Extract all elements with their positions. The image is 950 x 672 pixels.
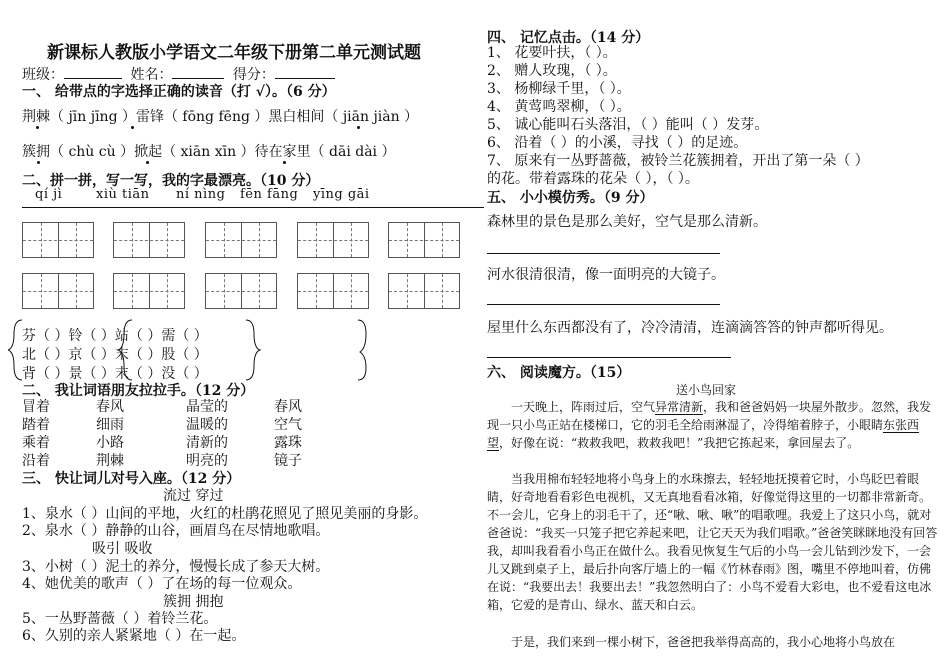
writing-grid[interactable] bbox=[22, 222, 94, 258]
writing-grid[interactable] bbox=[22, 273, 94, 309]
emphasis-dot bbox=[37, 161, 40, 164]
memory-item-2: 2、 赠人玫瑰，（ ）。 bbox=[487, 63, 617, 79]
story-paragraph-3: 于是，我们来到一棵小树下，爸爸把我举得高高的，我小心地将小鸟放在 bbox=[511, 635, 896, 649]
fill-question-1: 1、泉水（ ）山间的平地，火红的杜鹃花照见了照见美丽的身影。 bbox=[22, 506, 428, 522]
answer-line-1[interactable] bbox=[487, 253, 720, 254]
p1-text-a: 一天晚上，阵雨过后，空气 bbox=[511, 400, 656, 414]
imitation-sentence-2: 河水很清很清，像一面明亮的大镜子。 bbox=[487, 267, 725, 283]
word: 晶莹的 bbox=[186, 399, 228, 415]
emphasis-dot bbox=[357, 126, 360, 129]
answer-line-2[interactable] bbox=[487, 304, 720, 305]
word: 春风 bbox=[274, 399, 302, 415]
brace-decoration bbox=[8, 318, 368, 382]
emphasis-dot bbox=[131, 126, 134, 129]
class-label: 班级： bbox=[22, 67, 64, 83]
pinyin-3: ní nìng bbox=[176, 187, 226, 202]
emphasis-dot bbox=[146, 161, 149, 164]
word-col-4 bbox=[274, 398, 302, 470]
section-1-heading: 一、 给带点的字选择正确的读音（打 √）。（6 分） bbox=[22, 84, 336, 100]
word-col-2 bbox=[96, 398, 124, 470]
section-3-heading: 二、 我让词语朋友拉拉手。（12 分） bbox=[22, 383, 255, 399]
word: 细雨 bbox=[96, 417, 124, 433]
pinyin-1: qí jì bbox=[35, 187, 63, 202]
memory-items bbox=[487, 44, 869, 188]
word: 踏着 bbox=[22, 417, 50, 433]
page-title: 新课标人教版小学语文二年级下册第二单元测试题 bbox=[47, 43, 421, 63]
word-pair-1: 流过 穿过 bbox=[163, 488, 224, 504]
writing-grid[interactable] bbox=[388, 222, 460, 258]
writing-grid[interactable] bbox=[113, 273, 185, 309]
answer-line-3[interactable] bbox=[487, 357, 731, 358]
memory-item-5: 5、 诚心能叫石头落泪，（ ）能叫（ ）发芽。 bbox=[487, 117, 769, 133]
word-pair-3: 簇拥 拥抱 bbox=[163, 594, 224, 610]
word: 明亮的 bbox=[186, 453, 228, 469]
imitation-sentence-1: 森林里的景色是那么美好，空气是那么清新。 bbox=[487, 214, 767, 230]
word: 小路 bbox=[96, 435, 124, 451]
divider bbox=[22, 207, 484, 208]
section-2-heading: 二、拼一拼，写一写，我的字最漂亮。（10 分） bbox=[22, 173, 320, 189]
story-paragraph-1 bbox=[487, 398, 940, 452]
score-blank[interactable] bbox=[275, 66, 335, 79]
memory-item-7-cont: 的花。带着露珠的花朵（ ），（ ）。 bbox=[487, 171, 699, 187]
imitation-sentence-3: 屋里什么东西都没有了，冷冷清清，连滴滴答答的钟声都听得见。 bbox=[487, 320, 893, 336]
emphasis-dot bbox=[283, 161, 286, 164]
pinyin-2: xiù tiān bbox=[96, 187, 150, 202]
word: 镜子 bbox=[274, 453, 302, 469]
word: 露珠 bbox=[274, 435, 302, 451]
compare-row-2: 北（ ）京（ ）末（ ）股（ ） bbox=[22, 347, 208, 363]
p1-text-b: ，我和爸爸妈妈一块屋外散步。忽然，我发现一只小鸟正站在楼梯口，它的羽毛全给雨淋湿了，冷得缩着脖子，小眼睛 bbox=[487, 400, 932, 432]
word: 荆棘 bbox=[96, 453, 124, 469]
word-col-3 bbox=[186, 398, 228, 470]
writing-grid[interactable] bbox=[297, 222, 369, 258]
story-title: 送小鸟回家 bbox=[676, 383, 737, 397]
writing-grid[interactable] bbox=[205, 273, 277, 309]
p1-text-c: ，好像在说：“救救我吧，救救我吧！”我把它拣起来，拿回屋去了。 bbox=[499, 436, 860, 450]
word: 冒着 bbox=[22, 399, 50, 415]
word: 空气 bbox=[274, 417, 302, 433]
fill-question-5: 5、一丛野蔷薇（ ）着铃兰花。 bbox=[22, 611, 218, 627]
memory-item-7: 7、 原来有一丛野蔷薇，被铃兰花簇拥着，开出了第一朵（ ） bbox=[487, 153, 869, 169]
section-7-heading: 六、 阅读魔方。（15） bbox=[487, 365, 631, 381]
memory-item-1: 1、 花要叶扶，（ ）。 bbox=[487, 45, 617, 61]
word: 温暖的 bbox=[186, 417, 228, 433]
underlined-word-1: 异常清新 bbox=[655, 400, 704, 414]
writing-grid[interactable] bbox=[113, 222, 185, 258]
writing-grid[interactable] bbox=[297, 273, 369, 309]
story-paragraph-2: 当我用棉布轻轻地将小鸟身上的水珠擦去，轻轻地抚摸着它时，小鸟眨巴着眼睛，好奇地看看彩色电视机，又无真地看看冰箱，好像觉得这里的一切都非常新奇。不一会儿，它身上的羽毛干了，还“啾、啾、啾”的唱歌哩。我爱上了这只小鸟，就对爸爸说：“我买一只笼子把它养起来吧，让它天天为我们唱歌。”爸爸笑眯眯地没有回答我，却叫我看看小鸟正在做什么。我看见恢复生气后的小鸟一会儿钻到沙发下，一会儿又跳到桌子上，最后扑向客厅墙上的一幅《竹林春雨》图，嘴里不停地叫着，仿佛在说：“我要出去！我要出去！”我忽然明白了：小鸟不爱看大彩电，也不爱看这电冰箱，它爱的是青山、绿水、蓝天和白云。 bbox=[487, 472, 938, 612]
pinyin-5: yīng gāi bbox=[313, 187, 370, 202]
score-label: 得分： bbox=[232, 67, 275, 83]
section-4-heading: 三、 快让词儿对号入座。（12 分） bbox=[22, 471, 241, 487]
pinyin-4: fēn fāng bbox=[240, 187, 299, 202]
fill-question-6: 6、久别的亲人紧紧地（ ）在一起。 bbox=[22, 628, 246, 644]
s1-row-2: 簇拥（ chù cù ）掀起（ xiān xīn ）待在家里（ dāi dài ） bbox=[22, 144, 396, 160]
class-blank[interactable] bbox=[64, 66, 122, 79]
section-6-heading: 五、 小小模仿秀。（9 分） bbox=[487, 190, 654, 206]
underlined-word-2: 东张西望 bbox=[487, 418, 920, 450]
writing-grid[interactable] bbox=[388, 273, 460, 309]
s1-row-1: 荆棘（ jīn jīng ）雷锋（ fōng fēng ）黑白相间（ jiān jiàn ） bbox=[22, 109, 419, 125]
writing-grid[interactable] bbox=[205, 222, 277, 258]
word: 清新的 bbox=[186, 435, 228, 451]
memory-item-3: 3、 杨柳绿千里，（ ）。 bbox=[487, 81, 631, 97]
word-pair-2: 吸引 吸收 bbox=[92, 541, 153, 557]
compare-row-1: 芬（ ）铃（ ）站（ ）需（ ） bbox=[22, 328, 208, 344]
word: 乘着 bbox=[22, 435, 50, 451]
section-5-heading: 四、 记忆点击。（14 分） bbox=[487, 30, 650, 46]
memory-item-6: 6、 沿着（ ）的小溪，寻找（ ）的足迹。 bbox=[487, 135, 748, 151]
name-label: 姓名： bbox=[130, 67, 173, 83]
word: 沿着 bbox=[22, 453, 50, 469]
fill-question-4: 4、她优美的歌声（ ）了在场的每一位观众。 bbox=[22, 576, 302, 592]
name-blank[interactable] bbox=[172, 66, 224, 79]
emphasis-dot bbox=[36, 126, 39, 129]
word-col-1 bbox=[22, 398, 50, 470]
memory-item-4: 4、 黄莺鸣翠柳，（ ）。 bbox=[487, 99, 631, 115]
compare-row-3: 背（ ）景（ ）末（ ）没（ ） bbox=[22, 366, 208, 382]
fill-question-2: 2、泉水（ ）静静的山谷，画眉鸟在尽情地歌唱。 bbox=[22, 523, 330, 539]
word: 春风 bbox=[96, 399, 124, 415]
fill-question-3: 3、小树（ ）泥土的养分，慢慢长成了参天大树。 bbox=[22, 559, 330, 575]
